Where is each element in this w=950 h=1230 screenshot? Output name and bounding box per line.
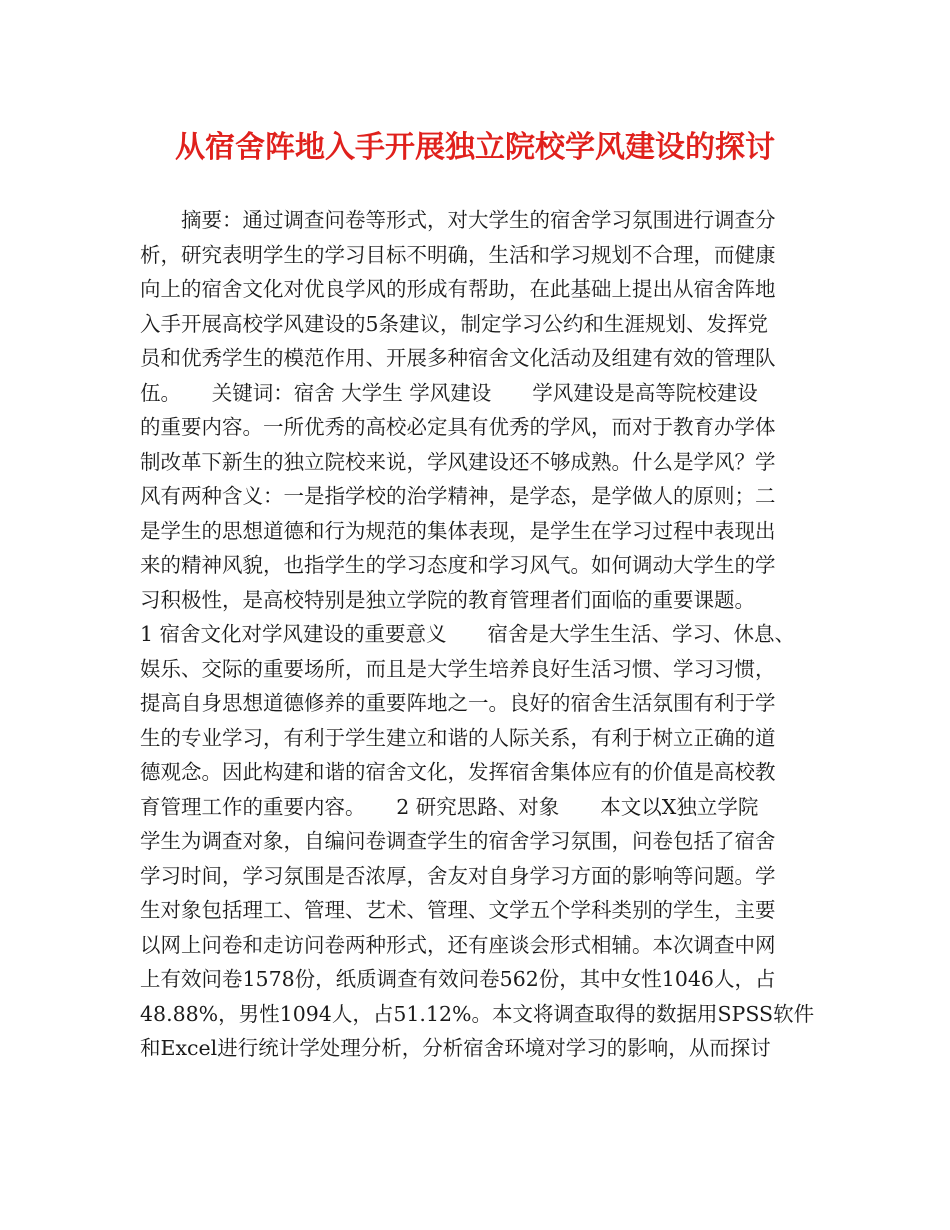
body-line: 娱乐、交际的重要场所，而且是大学生培养良好生活习惯、学习习惯， bbox=[140, 656, 776, 681]
body-line: 向上的宿舍文化对优良学风的形成有帮助，在此基础上提出从宿舍阵地 bbox=[140, 277, 776, 301]
document-title: 从宿舍阵地入手开展独立院校学风建设的探讨 bbox=[175, 130, 775, 165]
body-line: 育管理工作的重要内容。 2 研究思路、对象 本文以X独立学院 bbox=[140, 794, 759, 819]
body-line: 德观念。因此构建和谐的宿舍文化，发挥宿舍集体应有的价值是高校教 bbox=[140, 760, 776, 784]
body-line: 析，研究表明学生的学习目标不明确，生活和学习规划不合理，而健康 bbox=[140, 242, 776, 267]
document-body bbox=[140, 203, 830, 1066]
body-line: 1 宿舍文化对学风建设的重要意义 宿舍是大学生生活、学习、休息、 bbox=[140, 622, 796, 646]
body-line: 员和优秀学生的模范作用、开展多种宿舍文化活动及组建有效的管理队 bbox=[140, 346, 776, 370]
body-line: 上有效问卷1578份，纸质调查有效问卷562份，其中女性1046人，占 bbox=[140, 967, 776, 991]
body-line: 摘要：通过调查问卷等形式，对大学生的宿舍学习氛围进行调查分 bbox=[140, 208, 776, 232]
body-line: 提高自身思想道德修养的重要阵地之一。良好的宿舍生活氛围有利于学 bbox=[140, 691, 776, 715]
body-line: 的重要内容。一所优秀的高校必定具有优秀的学风，而对于教育办学体 bbox=[140, 415, 776, 439]
body-line: 是学生的思想道德和行为规范的集体表现，是学生在学习过程中表现出 bbox=[140, 518, 776, 543]
body-line: 生对象包括理工、管理、艺术、管理、文学五个学科类别的学生，主要 bbox=[140, 898, 776, 922]
body-line: 习积极性，是高校特别是独立学院的教育管理者们面临的重要课题。 bbox=[140, 587, 755, 612]
body-line: 学生为调查对象，自编问卷调查学生的宿舍学习氛围，问卷包括了宿舍 bbox=[140, 829, 776, 853]
body-line: 生的专业学习，有利于学生建立和谐的人际关系，有利于树立正确的道 bbox=[140, 725, 776, 750]
body-line: 学习时间，学习氛围是否浓厚，舍友对自身学习方面的影响等问题。学 bbox=[140, 863, 776, 888]
body-line: 以网上问卷和走访问卷两种形式，还有座谈会形式相辅。本次调查中网 bbox=[140, 932, 776, 957]
body-line: 48.88%，男性1094人，占51.12%。本文将调查取得的数据用SPSS软件 bbox=[140, 1001, 815, 1026]
body-line: 入手开展高校学风建设的5条建议，制定学习公约和生涯规划、发挥党 bbox=[140, 311, 769, 336]
body-line: 制改革下新生的独立院校来说，学风建设还不够成熟。什么是学风？学 bbox=[140, 449, 776, 474]
body-line: 和Excel进行统计学处理分析，分析宿舍环境对学习的影响，从而探讨 bbox=[140, 1036, 771, 1060]
body-line: 伍。 关键词：宿舍 大学生 学风建设 学风建设是高等院校建设 bbox=[140, 380, 758, 405]
body-line: 风有两种含义：一是指学校的治学精神，是学态，是学做人的原则；二 bbox=[140, 484, 776, 508]
body-line: 来的精神风貌，也指学生的学习态度和学习风气。如何调动大学生的学 bbox=[140, 553, 776, 577]
